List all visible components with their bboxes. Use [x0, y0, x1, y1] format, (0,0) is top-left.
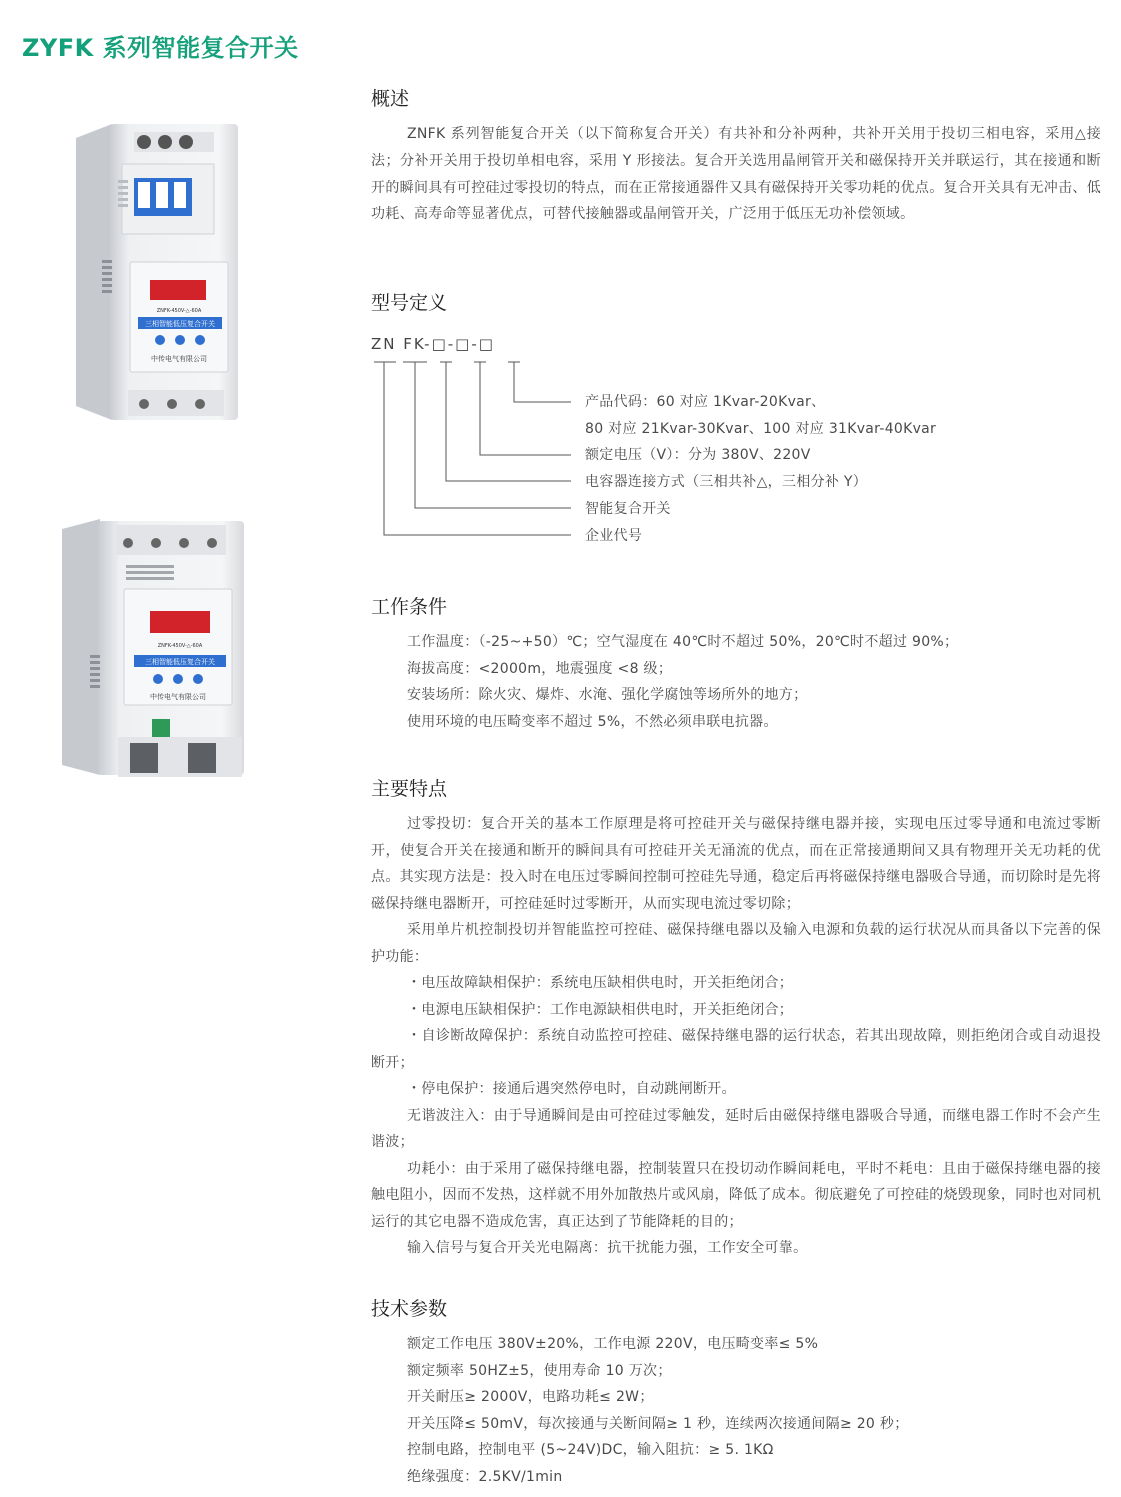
product-image — [58, 515, 248, 783]
feature-low-power: 功耗小：由于采用了磁保持继电器，控制装置只在投切动作瞬间耗电，平时不耗电：且由于磁保持继电器的接触电阻小，因而不发热，这样就不用外加散热片或风扇，降低了成本。彻底避免了可控硅的烧毁现象，同时也对同机运行的其它电器不造成危害，真正达到了节能降耗的目的； — [371, 1160, 1101, 1230]
condition-line: 使用环境的电压畸变率不超过 5%，不然必须串联电抗器。 — [407, 713, 778, 730]
tech-line: 额定工作电压 380V±20%，工作电源 220V，电压畸变率≤ 5% — [407, 1336, 819, 1352]
model-item-connection: 电容器连接方式（三相共补△，三相分补 Y） — [585, 474, 868, 490]
tech-line: 开关耐压≥ 2000V，电路功耗≤ 2W； — [407, 1389, 654, 1406]
condition-line: 工作温度：（-25~+50）℃；空气湿度在 40℃时不超过 50%，20℃时不超过 90%； — [407, 634, 959, 650]
feature-bullet: ・电压故障缺相保护：系统电压缺相供电时，开关拒绝闭合； — [407, 975, 794, 991]
conditions-title: 工作条件 — [371, 596, 448, 618]
image2-model-label: ZNFK-450V-△-60A — [157, 643, 203, 649]
tech-line: 绝缘强度：2.5KV/1min — [407, 1468, 563, 1485]
image2-type-label: 三相智能低压复合开关 — [145, 658, 215, 666]
feature-isolation: 输入信号与复合开关光电隔离：抗干扰能力强，工作安全可靠。 — [407, 1240, 808, 1257]
tech-line: 开关压降≤ 50mV，每次接通与关断间隔≥ 1 秒，连续两次接通间隔≥ 20 秒； — [407, 1415, 909, 1432]
product-image-with-breaker — [72, 120, 242, 430]
feature-bullet: ・电源电压缺相保护：工作电源缺相供电时，开关拒绝闭合； — [407, 1001, 794, 1018]
features-title: 主要特点 — [371, 778, 448, 800]
model-item-rated-voltage: 额定电压（V）：分为 380V、220V — [585, 447, 811, 463]
model-definition-lines — [371, 350, 611, 550]
model-item-company-code: 企业代号 — [585, 528, 643, 544]
tech-title: 技术参数 — [371, 1298, 448, 1320]
condition-line: 海拔高度：<2000m，地震强度 <8 级； — [407, 660, 673, 677]
tech-section — [371, 1294, 1101, 1491]
overview-section — [371, 84, 1101, 228]
image2-company: 中传电气有限公司 — [150, 693, 206, 701]
feature-bullet: ・停电保护：接通后遇突然停电时，自动跳闸断开。 — [407, 1081, 736, 1098]
features-section — [371, 774, 1101, 1262]
tech-line: 控制电路，控制电平 (5~24V)DC，输入阻抗：≥ 5. 1KΩ — [407, 1442, 774, 1459]
conditions-section — [371, 592, 1101, 735]
model-title: 型号定义 — [371, 292, 448, 314]
condition-line: 安装场所：除火灾、爆炸、水淹、强化学腐蚀等场所外的地方； — [407, 687, 808, 704]
feature-mcu-control: 采用单片机控制投切并智能监控可控硅、磁保持继电器以及输入电源和负载的运行状况从而具备以下完善的保护功能： — [371, 922, 1101, 965]
model-item-smart-switch: 智能复合开关 — [585, 501, 671, 517]
feature-no-harmonics: 无谐波注入：由于导通瞬间是由可控硅过零触发，延时后由磁保持继电器吸合导通，而继电器工作时不会产生谐波； — [371, 1107, 1101, 1151]
tech-line: 额定频率 50HZ±5，使用寿命 10 万次； — [407, 1362, 672, 1379]
overview-title: 概述 — [371, 88, 410, 110]
model-section — [371, 288, 1101, 315]
model-item-product-code-cont: 80 对应 21Kvar-30Kvar、100 对应 31Kvar-40Kvar — [585, 421, 937, 437]
image1-company: 中传电气有限公司 — [151, 355, 207, 363]
model-item-product-code: 产品代码：60 对应 1Kvar-20Kvar、 — [585, 394, 826, 410]
overview-text: ZNFK 系列智能复合开关（以下简称复合开关）有共补和分补两种，共补开关用于投切三相电容，采用△接法；分补开关用于投切单相电容，采用 Y 形接法。复合开关选用晶闸管开关和磁保持开关并联运行，其在接通和断开的瞬间具有可控硅过零投切的特点，而在正常接通器件又具有磁保持开关零功耗的优点。复合开关具有无冲击、低功耗、高寿命等显著优点，可替代接触器或晶闸管开关，广泛用于低压无功补偿领域。 — [371, 126, 1101, 223]
page-title: ZYFK 系列智能复合开关 — [22, 34, 299, 62]
feature-bullet: ・自诊断故障保护：系统自动监控可控硅、磁保持继电器的运行状态，若其出现故障，则拒绝闭合或自动退投断开； — [371, 1028, 1101, 1071]
model-code: ZN FK-□-□-□ — [371, 335, 495, 353]
image1-type-label: 三相智能低压复合开关 — [145, 320, 215, 328]
feature-zero-switching: 过零投切：复合开关的基本工作原理是将可控硅开关与磁保持继电器并接，实现电压过零导通和电流过零断开，使复合开关在接通和断开的瞬间具有可控硅开关无涌流的优点，而在正常接通期间又具有物理开关无功耗的优点。其实现方法是：投入时在电压过零瞬间控制可控硅先导通，稳定后再将磁保持继电器吸合导通，而切除时是先将磁保持继电器断开，可控硅延时过零断开，从而实现电流过零切除； — [371, 816, 1101, 912]
image1-model-label: ZNFK-450V-△-60A — [156, 308, 202, 314]
